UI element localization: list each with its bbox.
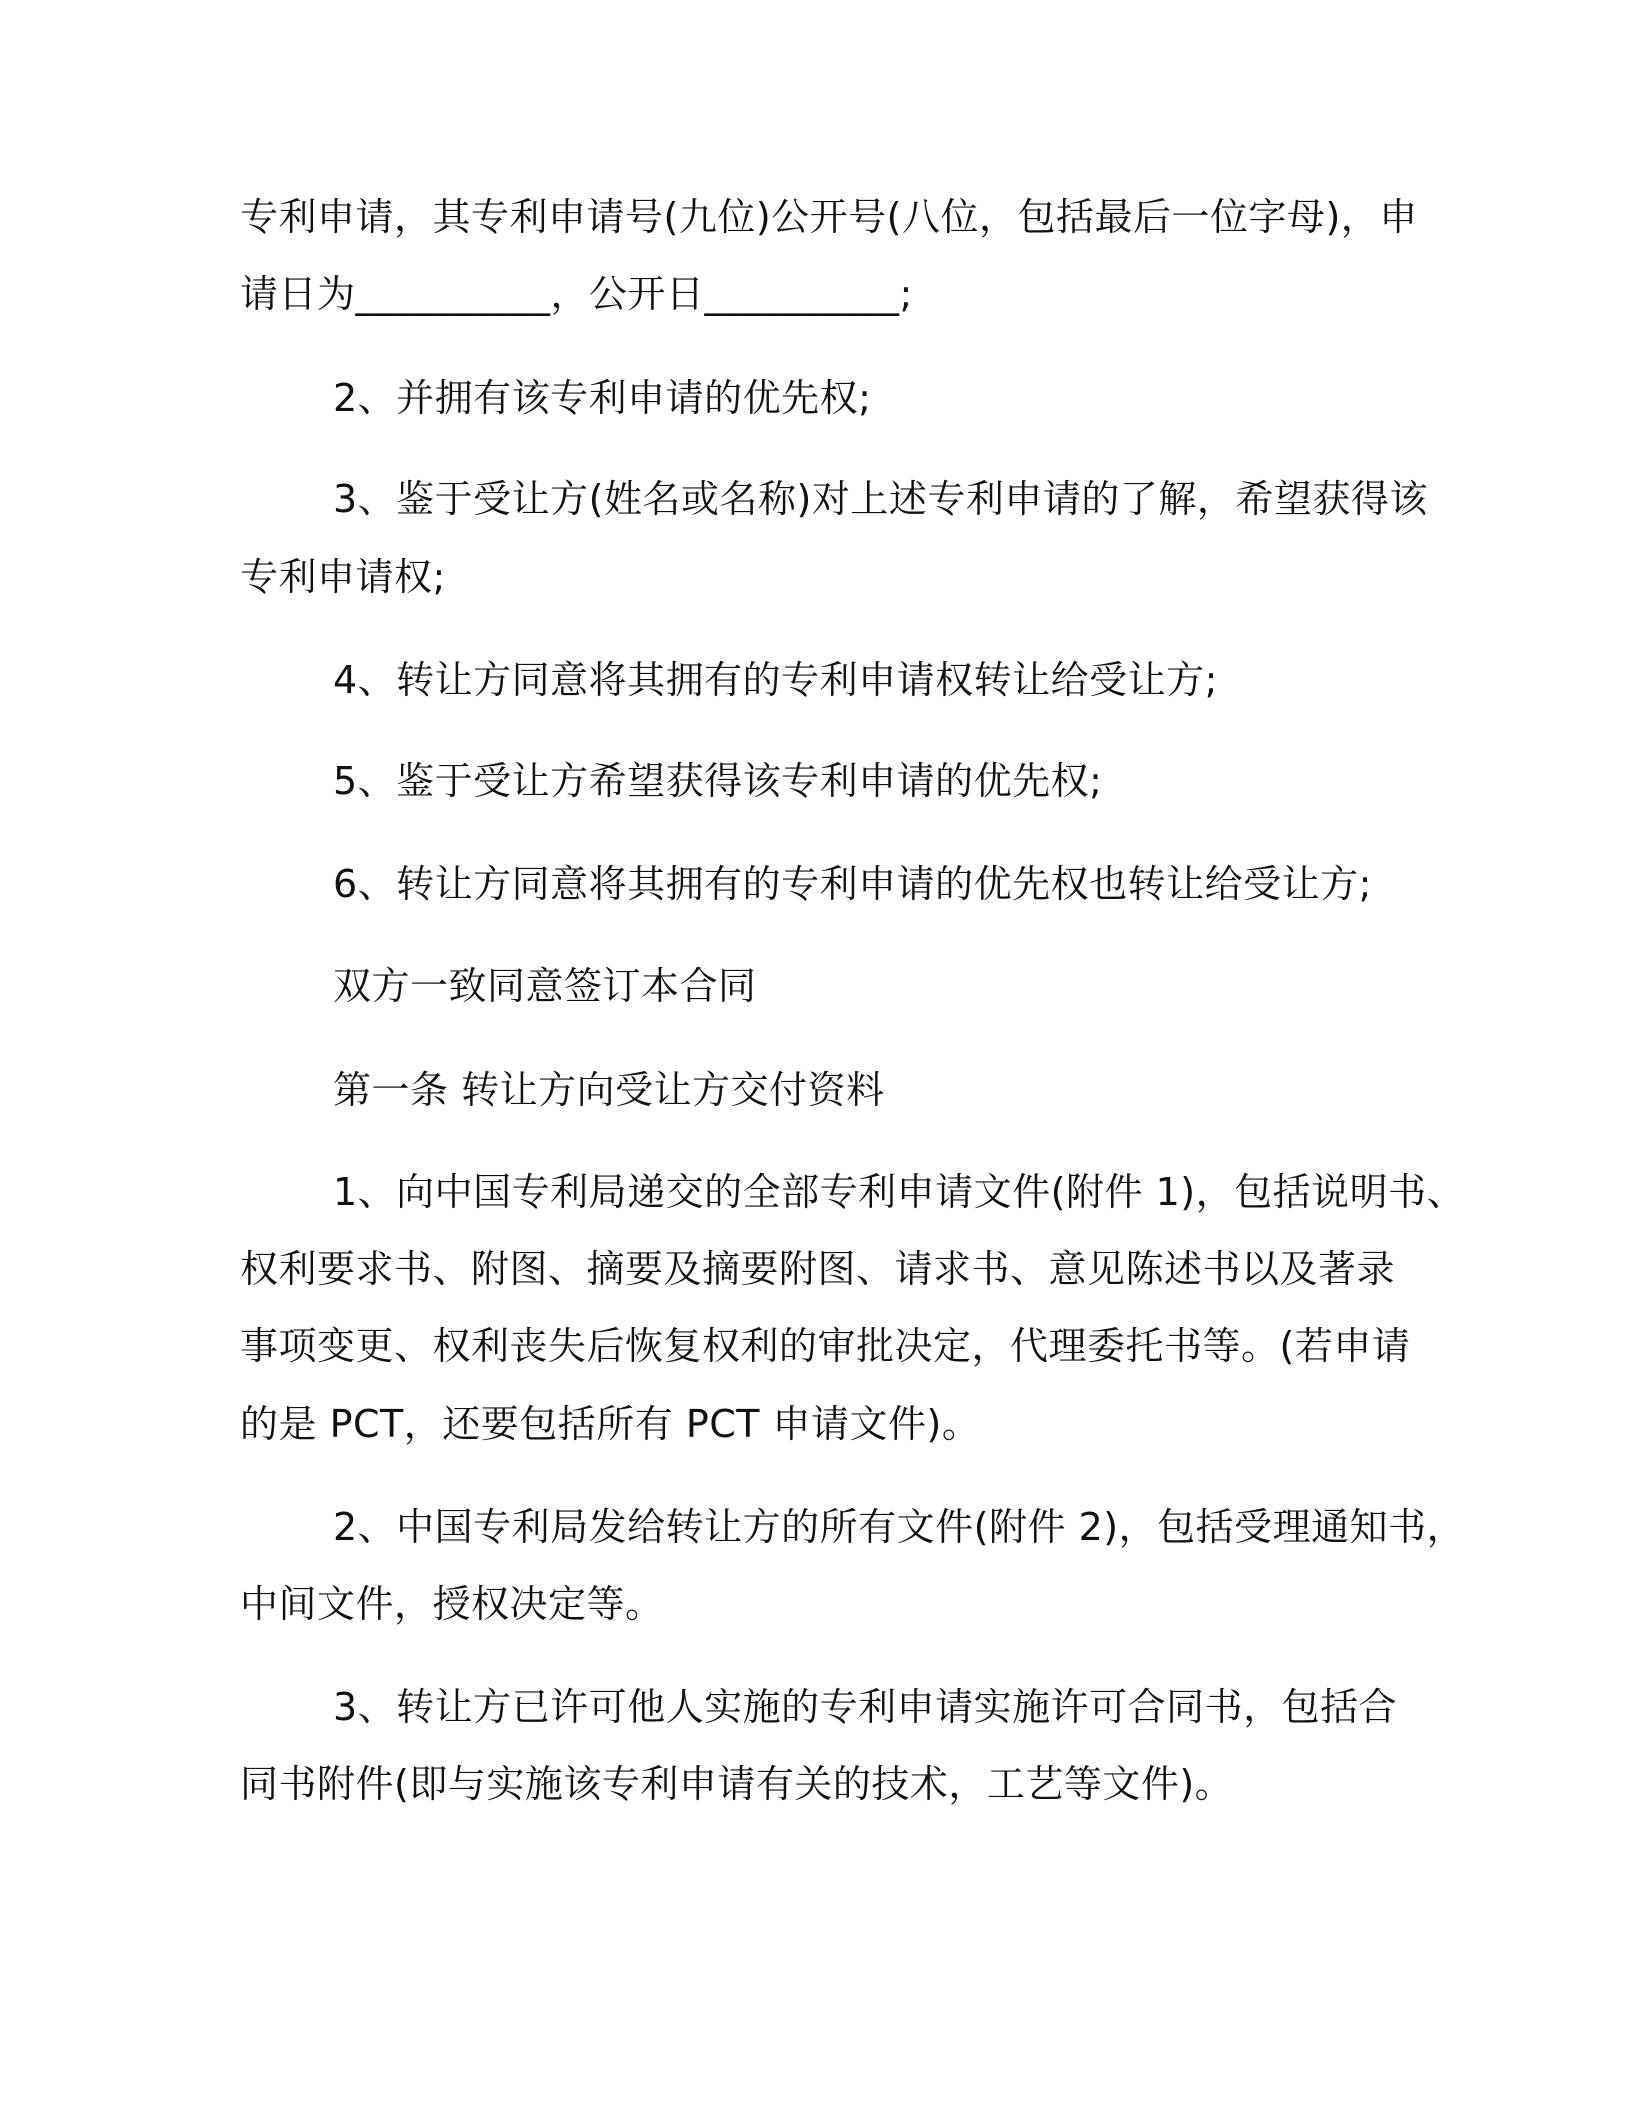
section-heading: 第一条 转让方向受让方交付资料 [333, 1068, 885, 1112]
text-line: 请日为__________，公开日__________; [240, 272, 913, 316]
text-line: 中间文件，授权决定等。 [240, 1582, 664, 1626]
text-line: 3、转让方已许可他人实施的专利申请实施许可合同书，包括合 [333, 1685, 1398, 1729]
text-line: 6、转让方同意将其拥有的专利申请的优先权也转让给受让方; [333, 862, 1372, 906]
text-line: 的是 PCT，还要包括所有 PCT 申请文件)。 [240, 1402, 981, 1446]
text-line: 事项变更、权利丧失后恢复权利的审批决定，代理委托书等。(若申请 [240, 1324, 1411, 1368]
text-line: 同书附件(即与实施该专利申请有关的技术，工艺等文件)。 [240, 1762, 1234, 1806]
text-line: 专利申请，其专利申请号(九位)公开号(八位，包括最后一位字母)，申 [240, 195, 1418, 239]
text-line: 1、向中国专利局递交的全部专利申请文件(附件 1)，包括说明书、 [333, 1170, 1466, 1214]
text-line: 5、鉴于受让方希望获得该专利申请的优先权; [333, 759, 1103, 803]
text-line: 3、鉴于受让方(姓名或名称)对上述专利申请的了解，希望获得该 [333, 477, 1428, 521]
text-line: 2、中国专利局发给转让方的所有文件(附件 2)，包括受理通知书， [333, 1505, 1466, 1549]
text-line: 2、并拥有该专利申请的优先权; [333, 376, 872, 420]
text-line: 4、转让方同意将其拥有的专利申请权转让给受让方; [333, 658, 1218, 702]
text-line: 权利要求书、附图、摘要及摘要附图、请求书、意见陈述书以及著录 [240, 1247, 1396, 1291]
text-line: 专利申请权; [240, 555, 446, 599]
text-line: 双方一致同意签订本合同 [333, 964, 757, 1008]
